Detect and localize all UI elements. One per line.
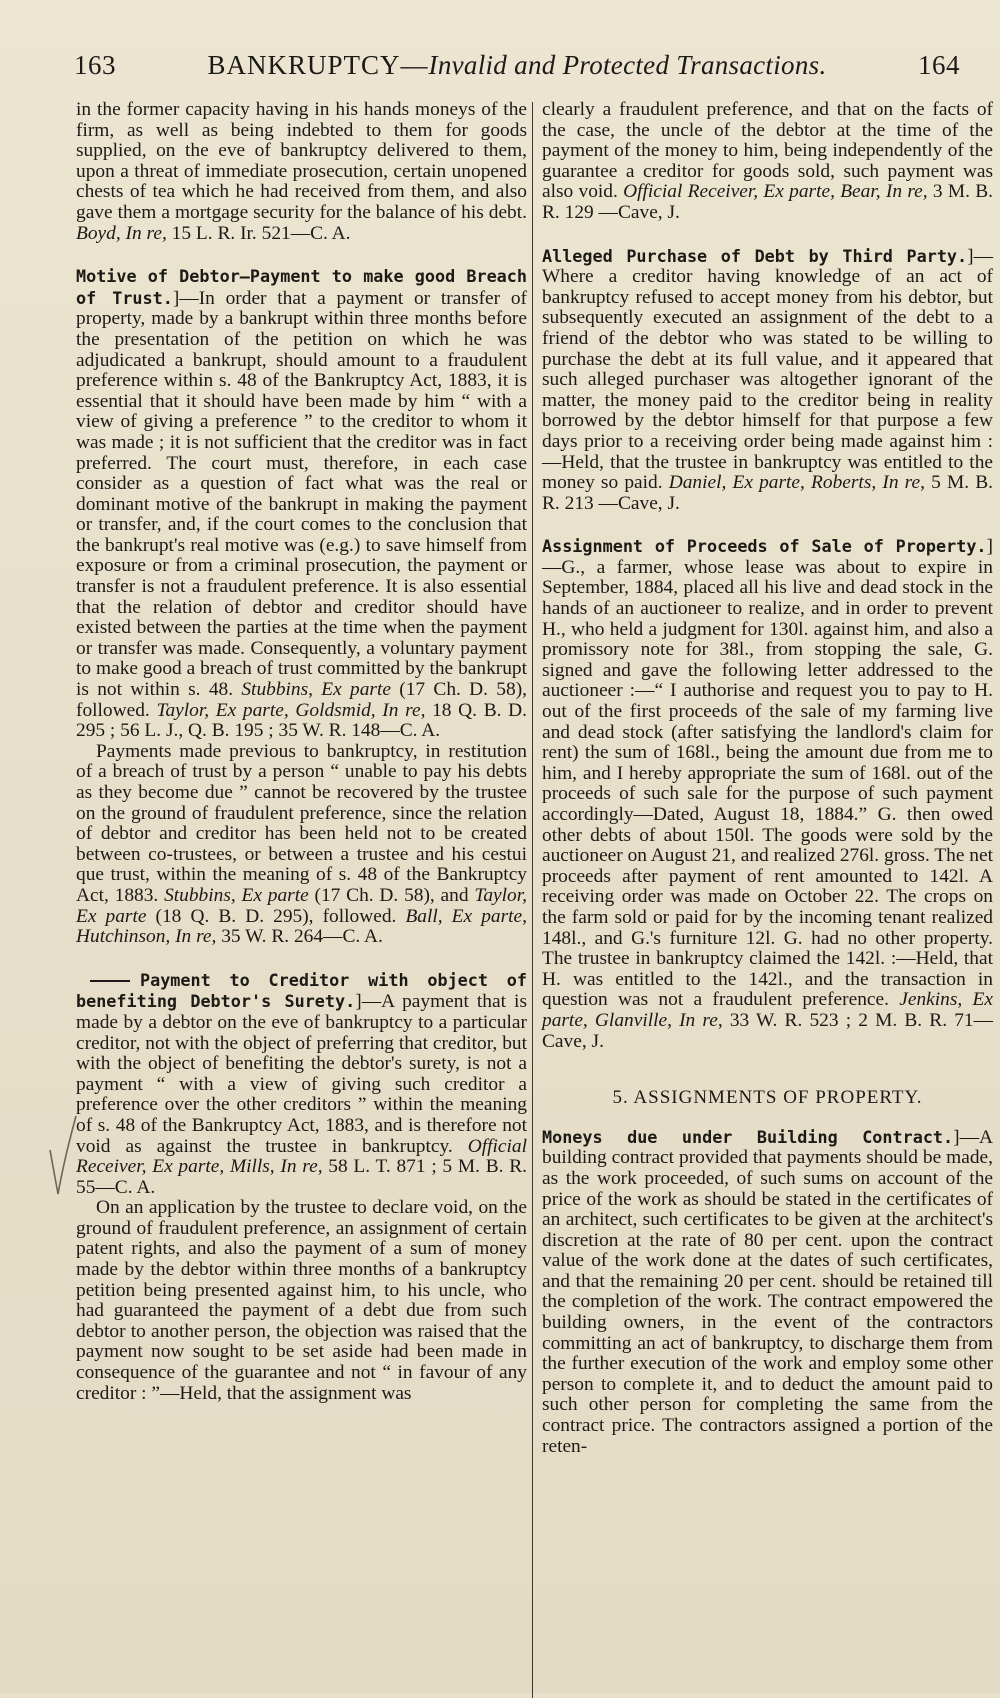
case-citation: Daniel, Ex parte, Roberts, In re, xyxy=(668,472,925,494)
paragraph xyxy=(542,1127,993,1458)
case-citation: Official Receiver, Ex parte, Mills, In re, xyxy=(76,1135,527,1178)
entry-heading: Motive of Debtor—Payment to make good Breach of Trust. xyxy=(76,266,527,308)
paragraph-text: clearly a fraudulent preference, and that on the facts of the case, the uncle of the debtor at the time of the payment of the money to him, being independently of the guarantee a creditor for goods sold, such payment was also void. xyxy=(542,99,993,203)
column-divider xyxy=(532,102,533,1698)
paragraph-text: ] —G., a farmer, whose lease was about to expire in September, 1884, placed all his live and dead stock in the hands of an auctioneer to realize, and in order to prevent H., who held a judgment for 130l. against him, and also a promissory note for 38l., from stopping the sale, G. signed and gave the following letter addressed to the auctioneer :—“ I authorise and request you to pay to H. out of the first proceeds of the sale of my farming live and dead stock (after satisfying the landlord's claim for rent) the sum of 168l., being the amount due from me to him, and I hereby appropriate the sum of 168l. out of the proceeds of such sale for the purpose of such payment accordingly—Dated, August 18, 1884.” G. then owed other debts of about 150l. The goods were sold by the auctioneer on August 21, and realized 276l. gross. The net proceeds after payment of rent amounted to 142l. A receiving order was made on October 22. The crops on the farm sold or paid for by the incoming tenant realized 148l., and G.'s furniture 12l. G. had no other property. The trustee in bankruptcy claimed the 142l. :—Held, that H. was entitled to the 142l., and the transaction in question was not a fraudulent preference. xyxy=(542,536,993,1011)
paragraph-text: Payments made previous to bankruptcy, in restitution of a breach of trust by a person “ unable to pay his debts as they become due ” cannot be recovered by the trustee on the ground of fraudulent preference, since the relation of debtor and creditor has been held not to be created between co-trustees, or between a trustee and his cestui que trust, within the meaning of s. 48 of the Bankruptcy Act, 1883. xyxy=(76,740,527,906)
citation-reference: 5 M. B. R. 213 —Cave, J. xyxy=(542,472,993,514)
citation-reference: 18 Q. B. D. 295 ; 56 L. J., Q. B. 195 ; 35 W. R. 148—C. A. xyxy=(76,699,528,742)
paragraph xyxy=(542,100,993,224)
case-citation: Jenkins, Ex parte, Glanville, In re, xyxy=(542,989,993,1031)
paragraph xyxy=(76,742,527,948)
running-title-main: BANKRUPTCY— xyxy=(207,50,429,80)
case-citation: Stubbins, Ex parte xyxy=(164,884,309,906)
citation-reference: 58 L. T. 871 ; 5 M. B. R. 55—C. A. xyxy=(76,1156,527,1198)
entry-heading: Payment to Creditor with object of benefiting Debtor's Surety. xyxy=(76,969,527,1012)
paragraph-text: ]— Where a creditor having knowledge of an act of bankruptcy refused to accept money from his debtor, but subsequently executed an assignment of the debt to a friend of the debtor who was stated to be willing to purchase the debt at its full value, and it appeared that such alleged purchaser was altogether ignorant of the matter, the money paid to the creditor being in reality borrowed by the debtor himself for that purpose a few days prior to a receiving order being made against him :—Held, that the trustee in bankruptcy was entitled to the money so paid. xyxy=(542,245,993,494)
paragraph-text: ]—In order that a payment or transfer of property, made by a bankrupt within three months before the presentation of the petition on which he was adjudicated a bankrupt, should amount to a fraudulent preference within s. 48 of the Bankruptcy Act, 1883, it is essential that it should have been made by him “ with a view of giving a preference ” to the creditor to whom it was made ; it is not sufficient that the creditor was in fact preferred. The court must, therefore, in each case consider as a question of fact what was the real or dominant motive of the bankrupt in making the payment or transfer, and, if the court comes to the conclusion that the bankrupt's real motive was (e.g.) to save himself from exposure or from a criminal prosecution, the payment or transfer is not a fraudulent preference. It is also essential that the relation of debtor and creditor should have existed between the parties at the time when the payment or transfer was made. Consequently, a voluntary payment to make good a breach of trust committed by the bankrupt is not within s. 48. xyxy=(76,287,527,701)
entry-heading: Moneys due under Building Contract. xyxy=(542,1126,954,1147)
citation-reference: 15 L. R. Ir. 521—C. A. xyxy=(166,222,351,244)
page-number-left: 163 xyxy=(74,50,116,80)
running-title xyxy=(208,50,827,81)
right-column xyxy=(542,100,993,1457)
citation-reference: 3 M. B. R. 129 —Cave, J. xyxy=(542,181,994,223)
paragraph-text: (18 Q. B. D. 295), followed. xyxy=(146,905,406,927)
case-citation: Boyd, In re, xyxy=(76,222,167,244)
paragraph-text: On an application by the trustee to declare void, on the ground of fraudulent preference, an assignment of certain patent rights, and also the payment of a sum of money made by the debtor within three months of a bankruptcy petition being presented against him, to his uncle, who had guaranteed the payment of a debt due from such debtor to another person, the objection was raised that the payment now sought to be set aside had been made in consequence of the guarantee and not “ in favour of any creditor : ”—Held, that the assignment was xyxy=(76,1197,527,1404)
paragraph-text: ]—A payment that is made by a debtor on the eve of bankruptcy to a particular creditor, not with the object of preferring that creditor, but with the object of benefiting the debtor's surety, is not a payment “ with a view of giving such creditor a preference over the other creditors ” within the meaning of s. 48 of the Bankruptcy Act, 1883, and is therefore not void as against the trustee in bankruptcy. xyxy=(76,991,527,1157)
entry-heading: Alleged Purchase of Debt by Third Party. xyxy=(542,245,968,266)
paragraph xyxy=(542,246,993,515)
citation-reference: 35 W. R. 264—C. A. xyxy=(216,926,383,948)
case-citation: Stubbins, Ex parte xyxy=(241,679,391,701)
paragraph-text: (17 Ch. D. 58), and xyxy=(308,884,475,906)
entry-heading: Assignment of Proceeds of Sale of Property. xyxy=(542,536,987,557)
paragraph xyxy=(76,970,527,1199)
case-citation: Ball, Ex parte, Hutchinson, In re, xyxy=(76,905,527,948)
citation-reference: 33 W. R. 523 ; 2 M. B. R. 71—Cave, J. xyxy=(542,1009,993,1052)
running-header xyxy=(74,50,960,94)
paragraph-text: (17 Ch. D. 58), followed. xyxy=(76,679,527,721)
running-title-italic: Invalid and Protected Transactions. xyxy=(428,50,827,80)
case-citation: Official Receiver, Ex parte, Bear, In re, xyxy=(623,181,928,203)
paragraph-text: ]—A building contract provided that payments should be made, as the work proceeded, of such sums on account of the price of the work as should be stated in the certificates of an architect, such certificates to be given at the architect's discretion at the rate of 80 per cent. upon the contract value of the work done at the dates of such certificates, and that the remaining 20 per cent. should be retained till the completion of the work. The contract empowered the building owners, in the event of the contractors committing an act of bankruptcy, to discharge them from the further execution of the work and employ some other person to complete it, and to deduct the amount paid to such other person for completing the same from the contract price. The contractors assigned a portion of the reten- xyxy=(542,1126,993,1457)
page-number-right: 164 xyxy=(918,50,960,80)
case-citation: Taylor, Ex parte, Goldsmid, In re, xyxy=(156,699,426,721)
paragraph xyxy=(76,266,527,742)
paragraph-text: in the former capacity having in his hands moneys of the firm, as well as being indebted to them for goods supplied, on the eve of bankruptcy delivered to them, upon a threat of immediate prosecution, certain unopened chests of tea which he had received from them, and also gave them a mortgage security for the balance of his debt. xyxy=(76,99,527,223)
case-citation: Taylor, Ex parte xyxy=(76,884,527,927)
paragraph xyxy=(542,536,993,1052)
handwritten-check-mark xyxy=(44,1110,80,1200)
paragraph xyxy=(76,100,527,244)
paragraph xyxy=(76,1198,527,1404)
ditto-dash xyxy=(90,980,130,982)
section-title: 5. ASSIGNMENTS OF PROPERTY. xyxy=(612,1087,923,1109)
left-column xyxy=(76,100,527,1404)
